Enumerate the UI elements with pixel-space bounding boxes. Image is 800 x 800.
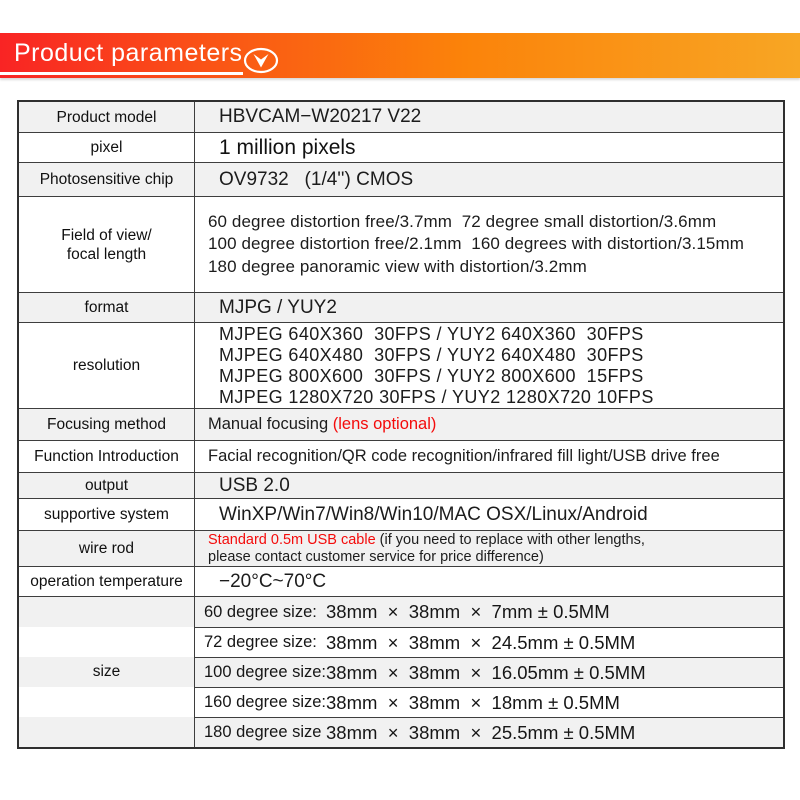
row-value: Facial recognition/QR code recognition/infrared fill light/USB drive free — [208, 447, 720, 465]
size-label-spacer — [19, 687, 195, 717]
row-value — [195, 531, 783, 566]
row-focusing-method — [19, 408, 783, 440]
size-prefix: 72 degree size: — [204, 633, 326, 651]
value-line: 60 degree distortion free/3.7mm 72 degree small distortion/3.6mm — [208, 211, 717, 231]
size-label-spacer — [19, 717, 195, 747]
row-label: format — [19, 293, 195, 322]
row-operation-temperature — [19, 566, 783, 596]
row-resolution — [19, 322, 783, 408]
row-value — [195, 597, 783, 627]
row-value: OV9732 (1/4'') CMOS — [219, 168, 414, 190]
value-line — [208, 532, 783, 549]
title-underline — [0, 72, 243, 75]
value-red-note: (lens optional) — [332, 415, 437, 433]
row-wire-rod — [19, 530, 783, 566]
size-prefix: 100 degree size: — [204, 663, 327, 681]
row-label: resolution — [19, 323, 195, 408]
value-line: 180 degree panoramic view with distortion/3.2mm — [208, 256, 587, 276]
label-line: Field of view/ — [61, 226, 152, 244]
value-rest: (if you need to replace with other lengths, — [375, 531, 645, 548]
row-label: Function Introduction — [19, 441, 195, 472]
row-function-introduction — [19, 440, 783, 472]
row-pixel — [19, 132, 783, 162]
size-label-spacer — [19, 627, 195, 657]
size-subrow-60 — [19, 597, 783, 627]
row-label: Product model — [19, 102, 195, 132]
row-photosensitive-chip — [19, 162, 783, 196]
row-value: HBVCAM−W20217 V22 — [219, 106, 422, 127]
value-line: MJPEG 640X480 30FPS / YUY2 640X480 30FPS — [219, 344, 644, 365]
row-value — [195, 323, 783, 408]
value-main: Manual focusing — [208, 415, 333, 433]
row-field-of-view — [19, 196, 783, 292]
size-label-spacer — [19, 597, 195, 627]
row-value — [195, 409, 783, 440]
size-dimensions: 38mm × 38mm × 16.05mm ± 0.5MM — [326, 661, 646, 683]
size-dimensions: 38mm × 38mm × 18mm ± 0.5MM — [326, 691, 620, 713]
row-value: USB 2.0 — [219, 474, 290, 496]
row-value — [195, 687, 783, 717]
spec-table — [17, 100, 785, 749]
row-label: wire rod — [19, 531, 195, 566]
size-prefix: 160 degree size: — [204, 693, 327, 711]
row-value: WinXP/Win7/Win8/Win10/MAC OSX/Linux/Android — [219, 503, 648, 525]
row-label: pixel — [19, 133, 195, 162]
row-value: MJPG / YUY2 — [219, 296, 337, 318]
value-text — [208, 415, 783, 434]
size-label-spacer — [19, 657, 195, 687]
size-subrow-160 — [19, 687, 783, 717]
size-prefix: 180 degree size — [204, 723, 327, 741]
row-value — [195, 657, 783, 687]
row-label: Focusing method — [19, 409, 195, 440]
value-line: MJPEG 800X600 30FPS / YUY2 800X600 15FPS — [219, 365, 644, 386]
value-line: MJPEG 640X360 30FPS / YUY2 640X360 30FPS — [219, 323, 644, 344]
size-subrow-72 — [19, 627, 783, 657]
row-size — [19, 596, 783, 747]
row-label: operation temperature — [19, 567, 195, 596]
size-dimensions: 38mm × 38mm × 7mm ± 0.5MM — [326, 601, 610, 622]
row-value — [195, 627, 783, 657]
row-output — [19, 472, 783, 498]
label-line: focal length — [66, 245, 147, 263]
row-label: size — [19, 597, 195, 747]
row-product-model — [19, 102, 783, 132]
row-label: supportive system — [19, 499, 195, 530]
value-line: please contact customer service for price difference) — [208, 548, 544, 565]
row-label: output — [19, 473, 195, 498]
row-supportive-system — [19, 498, 783, 530]
chevron-down-icon — [242, 47, 280, 74]
row-label: Photosensitive chip — [19, 163, 195, 196]
row-value — [195, 197, 783, 292]
row-label — [19, 197, 195, 292]
row-value: 1 million pixels — [219, 135, 356, 159]
size-dimensions: 38mm × 38mm × 25.5mm ± 0.5MM — [326, 721, 636, 743]
row-value: −20°C~70°C — [219, 570, 327, 592]
value-red-note: Standard 0.5m USB cable — [208, 531, 376, 548]
value-line: 100 degree distortion free/2.1mm 160 degrees with distortion/3.15mm — [208, 234, 744, 254]
page-title: Product parameters — [14, 39, 243, 67]
section-header-banner — [0, 33, 800, 78]
value-line: MJPEG 1280X720 30FPS / YUY2 1280X720 10FPS — [219, 386, 654, 407]
size-dimensions: 38mm × 38mm × 24.5mm ± 0.5MM — [326, 631, 636, 653]
size-prefix: 60 degree size: — [204, 602, 326, 621]
row-value — [195, 717, 783, 747]
row-format — [19, 292, 783, 322]
size-subrow-180 — [19, 717, 783, 747]
size-subrow-100 — [19, 657, 783, 687]
